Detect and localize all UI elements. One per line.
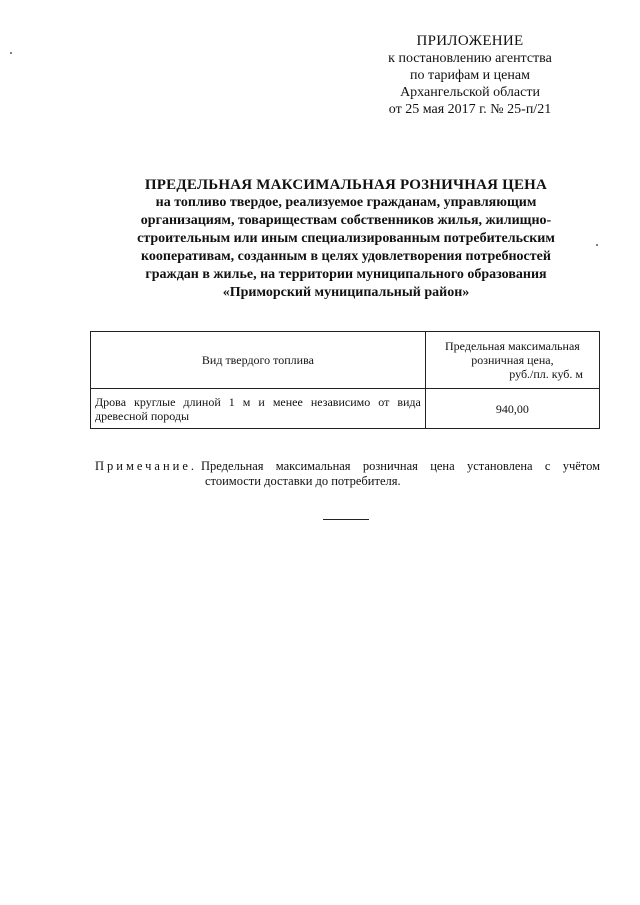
document-heading [90, 176, 602, 302]
header-price-unit: руб./пл. куб. м [509, 367, 583, 381]
appendix-line: по тарифам и ценам [410, 68, 530, 83]
note-block [95, 459, 600, 489]
table-row [91, 389, 600, 429]
note-continuation: стоимости доставки до потребителя. [205, 474, 401, 488]
price-table [90, 331, 600, 429]
note-label: Примечание. [95, 459, 198, 473]
heading-line: кооперативам, созданным в целях удовлетворения потребностей [141, 249, 551, 264]
appendix-line: от 25 мая 2017 г. № 25-п/21 [388, 102, 552, 117]
fuel-type-cell: Дрова круглые длиной 1 м и менее независимо от вида древесной породы [91, 389, 426, 429]
heading-line: организациям, товариществам собственников жилья, жилищно- [140, 213, 552, 228]
appendix-line: Архангельской области [400, 85, 540, 100]
header-price-line: розничная цена, [471, 353, 554, 367]
header-max-price [425, 332, 599, 389]
note-first-line [95, 459, 600, 474]
heading-line: строительным или иным специализированным потребительским [137, 231, 555, 246]
heading-line: на топливо твердое, реализуемое гражданам, управляющим [155, 195, 537, 210]
heading-line: граждан в жилье, на территории муниципального образования [145, 267, 547, 282]
appendix-block [360, 33, 580, 118]
heading-line: «Приморский муниципальный район» [222, 285, 470, 300]
end-divider [323, 519, 369, 520]
appendix-line: к постановлению агентства [388, 51, 552, 66]
page-title: ПРЕДЕЛЬНАЯ МАКСИМАЛЬНАЯ РОЗНИЧНАЯ ЦЕНА [144, 177, 548, 193]
scan-speck [596, 244, 598, 246]
scan-speck [10, 52, 12, 54]
note-text: Предельная максимальная розничная цена установлена с учётом [201, 459, 600, 473]
header-fuel-type: Вид твердого топлива [91, 332, 426, 389]
table-header-row [91, 332, 600, 389]
price-cell: 940,00 [425, 389, 599, 429]
appendix-title: ПРИЛОЖЕНИЕ [416, 33, 524, 49]
header-price-line: Предельная максимальная [445, 339, 580, 353]
